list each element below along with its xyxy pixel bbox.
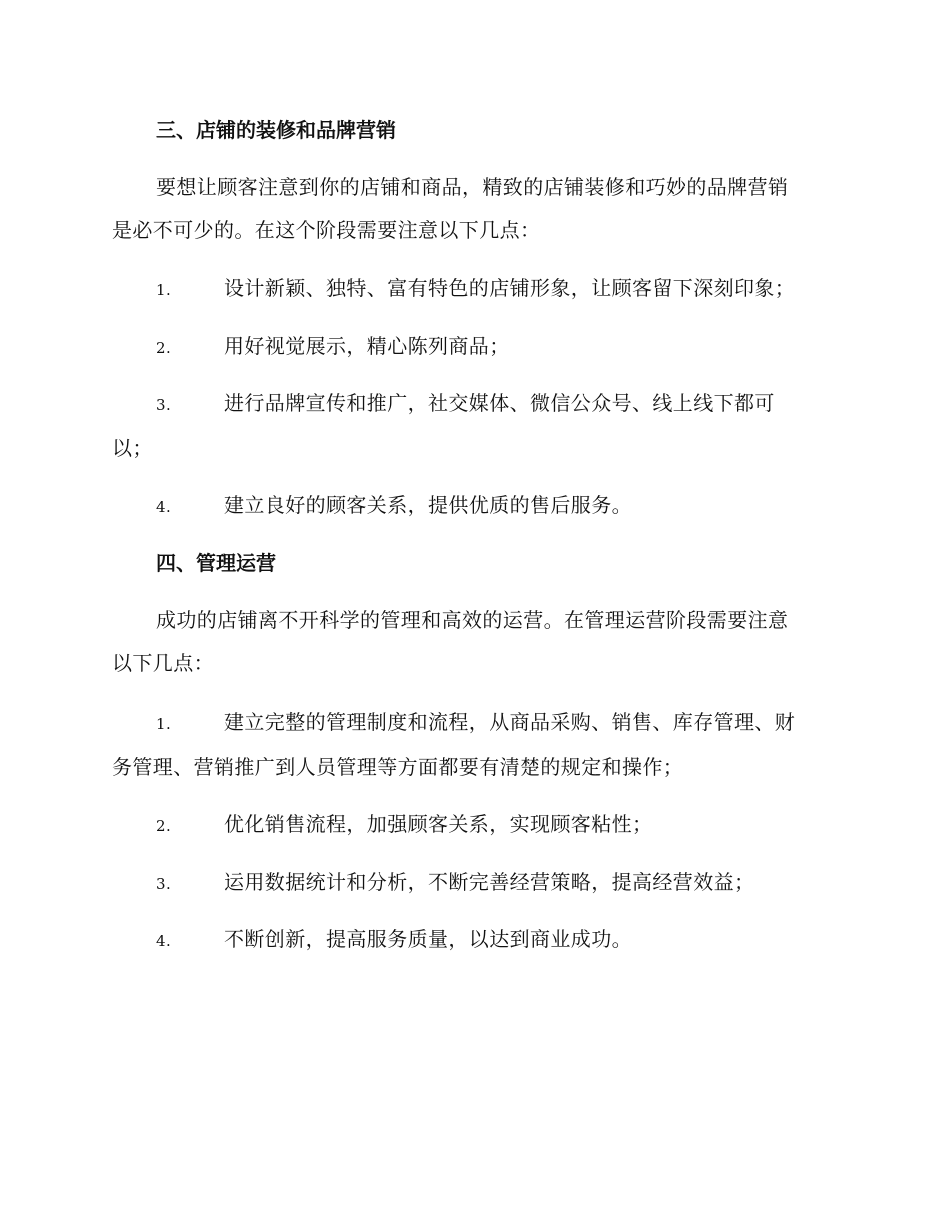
list-item bbox=[112, 484, 842, 529]
list-item-number: 4. bbox=[156, 498, 172, 516]
list-item-text-continued: 务管理、营销推广到人员管理等方面都要有清楚的规定和操作； bbox=[112, 755, 684, 779]
list-item-text: 建立完整的管理制度和流程，从商品采购、销售、库存管理、财 bbox=[224, 710, 796, 734]
paragraph-line: 要想让顾客注意到你的店铺和商品，精致的店铺装修和巧妙的品牌营销 bbox=[156, 175, 789, 199]
section-intro-paragraph bbox=[112, 599, 842, 685]
list-item bbox=[112, 701, 842, 789]
paragraph-line: 是必不可少的。在这个阶段需要注意以下几点： bbox=[112, 218, 541, 242]
paragraph-line: 成功的店铺离不开科学的管理和高效的运营。在管理运营阶段需要注意 bbox=[156, 608, 789, 632]
section-heading-store-decoration: 三、店铺的装修和品牌营销 bbox=[156, 118, 396, 142]
list-item-number: 3. bbox=[156, 396, 172, 414]
list-item bbox=[112, 861, 842, 906]
list-item bbox=[112, 918, 842, 963]
list-item-number: 1. bbox=[156, 281, 172, 299]
list-item-text: 运用数据统计和分析，不断完善经营策略，提高经营效益； bbox=[224, 870, 755, 894]
list-item-text: 优化销售流程，加强顾客关系，实现顾客粘性； bbox=[224, 812, 653, 836]
list-item-number: 3. bbox=[156, 875, 172, 893]
list-item-text: 设计新颖、独特、富有特色的店铺形象，让顾客留下深刻印象； bbox=[224, 276, 796, 300]
list-item-number: 2. bbox=[156, 339, 172, 357]
list-item-number: 1. bbox=[156, 715, 172, 733]
section-intro-paragraph bbox=[112, 166, 842, 252]
list-item-number: 2. bbox=[156, 817, 172, 835]
list-item bbox=[112, 325, 842, 370]
paragraph-line: 以下几点： bbox=[112, 651, 214, 675]
list-item-text: 进行品牌宣传和推广，社交媒体、微信公众号、线上线下都可 bbox=[224, 391, 775, 415]
list-item-text: 不断创新，提高服务质量，以达到商业成功。 bbox=[224, 927, 632, 951]
list-item bbox=[112, 267, 842, 312]
list-item bbox=[112, 803, 842, 848]
list-item-text: 建立良好的顾客关系，提供优质的售后服务。 bbox=[224, 493, 632, 517]
section-heading-management: 四、管理运营 bbox=[156, 551, 276, 575]
list-item-number: 4. bbox=[156, 932, 172, 950]
list-item-text: 用好视觉展示，精心陈列商品； bbox=[224, 334, 510, 358]
list-item bbox=[112, 382, 842, 470]
list-item-text-continued: 以； bbox=[112, 436, 153, 460]
